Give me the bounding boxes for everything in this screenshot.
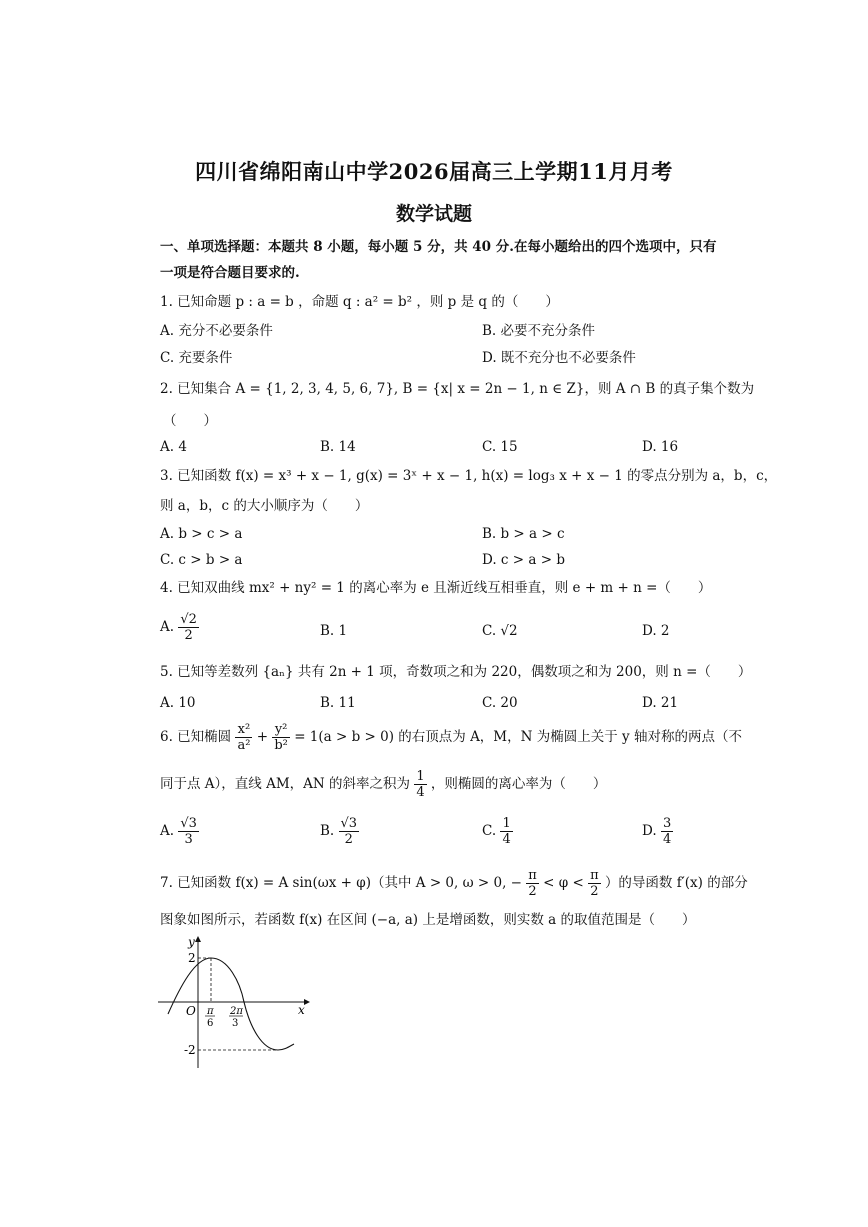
q6-option-c-denominator: 4	[502, 832, 511, 847]
section-intro-line1: 一、单项选择题：本题共 8 小题，每小题 5 分，共 40 分.在每小题给出的四个选项中，只有	[160, 239, 717, 255]
x-axis-label: x	[298, 1003, 305, 1017]
q5-stem: 5. 已知等差数列 {aₙ} 共有 2n + 1 项，奇数项之和为 220，偶数项之和为 200，则 n =（ ）	[160, 664, 752, 680]
q6-stem-line1-end: = 1(a > b > 0) 的右顶点为 A，M，N 为椭圆上关于 y 轴对称的两点（不	[294, 729, 742, 745]
q3-option-b: B. b > a > c	[482, 526, 565, 542]
q2-stem: 2. 已知集合 A = {1, 2, 3, 4, 5, 6, 7}, B = {x| x = 2n − 1, n ∈ Z}，则 A ∩ B 的真子集个数为	[160, 381, 755, 397]
q6-product-denominator: 4	[416, 785, 425, 800]
tick-pi6-numerator: π	[207, 1006, 214, 1017]
y-axis-arrow-icon	[195, 936, 201, 942]
q6-option-b-label: B.	[320, 823, 335, 839]
q2-option-b: B. 14	[320, 439, 356, 455]
q3-option-c: C. c > b > a	[160, 552, 243, 568]
q6-option-b-fraction	[339, 816, 360, 847]
page-subtitle: 数学试题	[395, 203, 472, 225]
q7-stem-line1-end: ）的导函数 f′(x) 的部分	[604, 875, 748, 891]
q6-option-d-numerator: 3	[662, 816, 672, 831]
q6-option-a-denominator: 3	[184, 832, 193, 847]
q7-derivative-graph	[150, 932, 320, 1072]
q6-option-b-denominator: 2	[344, 832, 353, 847]
q5-option-d: D. 21	[642, 695, 679, 711]
q3-stem-line1: 3. 已知函数 f(x) = x³ + x − 1, g(x) = 3ˣ + x − 1, h(x) = log₃ x + x − 1 的零点分别为 a，b，c，	[160, 468, 778, 484]
q1-option-c: C. 充要条件	[160, 350, 233, 366]
q6-option-c-label: C.	[482, 823, 497, 839]
q6-option-d-label: D.	[642, 823, 657, 839]
q7-stem-line1-start: 7. 已知函数 f(x) = A sin(ωx + φ)（其中 A > 0, ω > 0, −	[160, 875, 522, 891]
q6-frac-y	[272, 722, 290, 753]
q6-frac-y-numerator: y²	[272, 722, 290, 738]
q6-option-a	[160, 816, 199, 847]
q7-frac-right-denominator: 2	[590, 884, 599, 899]
q6-option-b	[320, 816, 359, 847]
q7-stem-line1-mid: < φ <	[543, 875, 584, 891]
tick-2pi3-numerator: 2π	[230, 1006, 243, 1017]
q6-product-numerator: 1	[416, 769, 425, 784]
origin-label: O	[186, 1004, 196, 1018]
q5-option-a: A. 10	[160, 695, 196, 711]
section-intro-line2: 一项是符合题目要求的.	[160, 265, 300, 281]
q7-frac-left-denominator: 2	[528, 884, 537, 899]
q4-option-a-denominator: 2	[184, 628, 193, 643]
q6-frac-x	[235, 722, 252, 753]
q6-frac-x-denominator: a²	[237, 738, 251, 753]
q6-stem-line2-start: 同于点 A），直线 AM，AN 的斜率之积为	[160, 776, 411, 792]
q6-product-fraction	[414, 769, 426, 800]
q6-option-d-fraction	[661, 816, 673, 847]
q6-option-c	[482, 816, 513, 847]
q4-option-a-numerator: √2	[180, 612, 197, 627]
q2-option-c: C. 15	[482, 439, 518, 455]
q1-stem: 1. 已知命题 p : a = b ，命题 q : a² = b² ，则 p 是 q 的（ ）	[160, 294, 559, 310]
q2-paren: （ ）	[163, 413, 217, 429]
q7-frac-right	[588, 868, 601, 899]
q6-stem-line2-end: ，则椭圆的离心率为（ ）	[430, 776, 607, 792]
y-bottom-label: -2	[184, 1043, 196, 1057]
q6-stem-line1-start: 6. 已知椭圆	[160, 729, 232, 745]
q3-option-a: A. b > c > a	[160, 526, 243, 542]
y-top-label: 2	[188, 951, 196, 965]
q4-option-c: C. √2	[482, 623, 518, 639]
tick-2pi3-denominator: 3	[232, 1018, 239, 1029]
tick-pi6-denominator: 6	[207, 1018, 214, 1029]
q6-frac-x-numerator: x²	[235, 722, 252, 738]
q4-option-d: D. 2	[642, 623, 670, 639]
q5-option-b: B. 11	[320, 695, 356, 711]
q5-option-c: C. 20	[482, 695, 518, 711]
q4-option-b: B. 1	[320, 623, 348, 639]
q6-frac-y-denominator: b²	[274, 738, 288, 753]
q6-stem-line1	[160, 722, 742, 753]
q6-option-d	[642, 816, 673, 847]
q6-option-d-denominator: 4	[662, 832, 672, 847]
q2-option-a: A. 4	[160, 439, 187, 455]
q7-stem-line1	[160, 868, 748, 899]
q2-option-d: D. 16	[642, 439, 679, 455]
q6-option-b-numerator: √3	[340, 816, 358, 831]
q6-option-a-numerator: √3	[180, 816, 197, 831]
q7-frac-left	[526, 868, 539, 899]
q6-option-a-label: A.	[160, 823, 175, 839]
q7-stem-line2: 图象如图所示，若函数 f(x) 在区间 (−a, a) 上是增函数，则实数 a 的取值范围是（ ）	[160, 912, 696, 928]
q3-stem-line2: 则 a，b，c 的大小顺序为（ ）	[160, 498, 369, 514]
q6-option-c-fraction	[500, 816, 512, 847]
q7-frac-right-numerator: π	[590, 868, 599, 883]
q4-option-a-label: A.	[160, 619, 175, 635]
q7-frac-left-numerator: π	[528, 868, 537, 883]
q4-option-a	[160, 612, 199, 643]
q1-option-a: A. 充分不必要条件	[160, 323, 273, 339]
q4-option-a-fraction	[178, 612, 199, 643]
x-axis-arrow-icon	[304, 999, 310, 1005]
q6-stem-line2	[160, 769, 606, 800]
q1-option-b: B. 必要不充分条件	[482, 323, 596, 339]
page-title: 四川省绵阳南山中学2026届高三上学期11月月考	[195, 159, 673, 184]
q1-option-d: D. 既不充分也不必要条件	[482, 350, 636, 366]
q4-stem: 4. 已知双曲线 mx² + ny² = 1 的离心率为 e 且渐近线互相垂直，则 e + m + n =（ ）	[160, 580, 712, 596]
q6-option-a-fraction	[178, 816, 199, 847]
q3-option-d: D. c > a > b	[482, 552, 565, 568]
q6-option-c-numerator: 1	[502, 816, 511, 831]
q6-plus: +	[256, 729, 269, 745]
y-axis-label: y	[188, 935, 195, 949]
